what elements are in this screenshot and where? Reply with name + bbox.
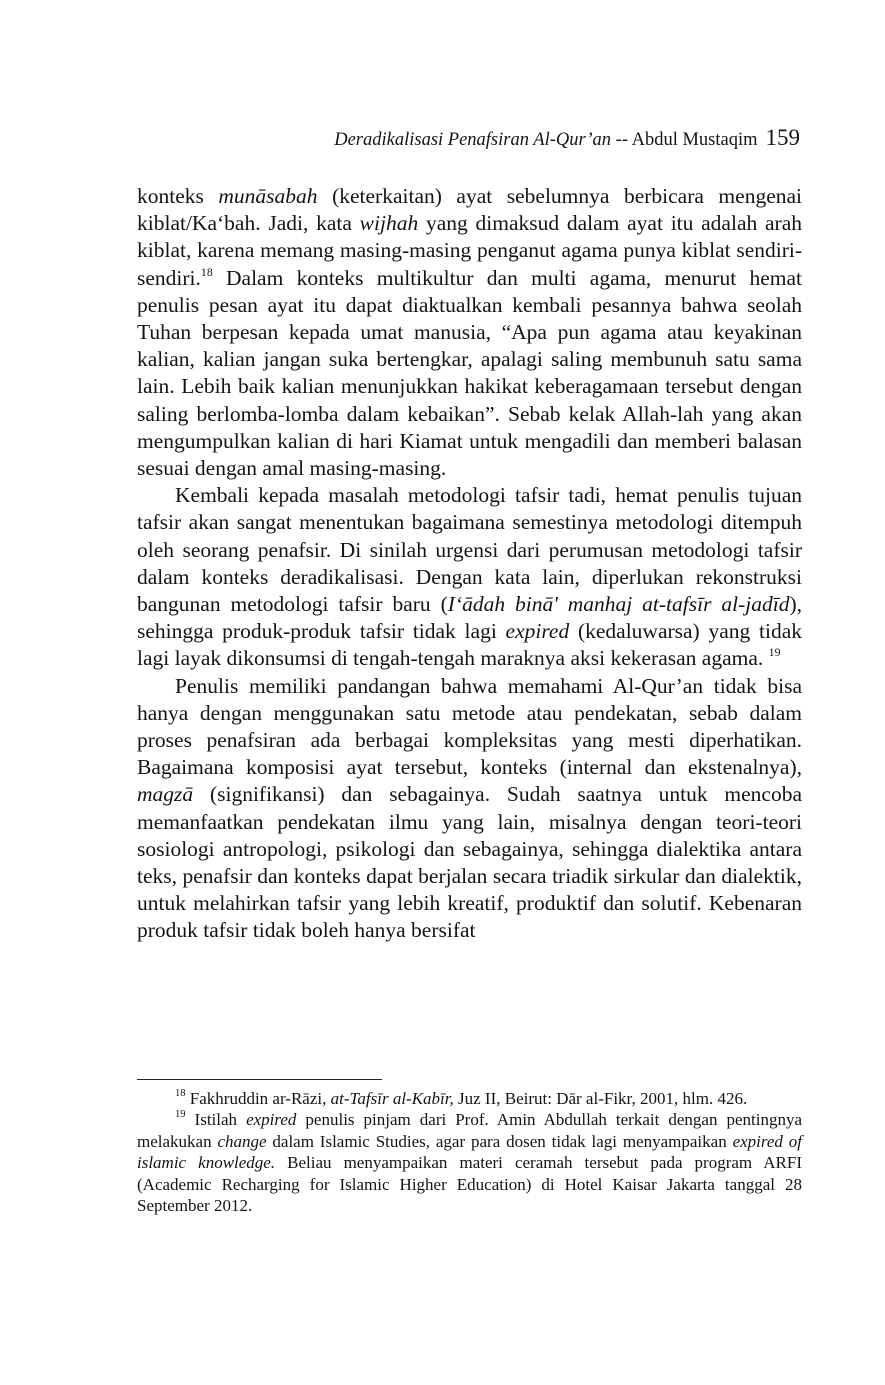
body-text [137, 183, 802, 945]
header-title: Deradikalisasi Penafsiran Al-Qur’an [334, 130, 612, 150]
footnote-ref-19[interactable]: 19 [768, 645, 781, 660]
footnote-18 [137, 1088, 802, 1109]
text-run: Dalam konteks multikultur dan multi agama, menurut hemat penulis pesan ayat itu dapat diaktualkan kembali pesannya bahwa seolah Tuhan berpesan kepada umat manusia, “Apa pun agama atau keyakinan kalian, kalian jangan suka bertengkar, apalagi saling membunuh satu sama lain. Lebih baik kalian menunjukkan hakikat keberagamaan tersebut dengan saling berlomba-lomba dalam kebaikan”. Sebab kelak Allah-lah yang akan mengumpulkan kalian di hari Kiamat untuk mengadili dan memberi balasan sesuai dengan amal masing-masing. [137, 265, 802, 481]
text-run: Kembali kepada masalah metodologi tafsir tadi, hemat penulis tujuan tafsir akan sangat menentukan bagaimana semestinya metodologi ditempuh oleh seorang penafsir. Di sinilah urgensi dari perumusan metodologi tafsir dalam konteks deradikalisasi. Dengan kata lain, diperlukan rekonstruksi bangunan metodologi tafsir baru ( [137, 483, 802, 617]
text-run: yang dimaksud dalam ayat itu adalah arah kiblat, karena memang masing-masing penganut agama punya kiblat sendiri-sendiri. [137, 211, 802, 290]
footnotes [137, 1088, 802, 1216]
text-run: Juz II, Beirut: Dār al-Fikr, 2001, hlm. 426. [453, 1089, 748, 1108]
text-run: (keterkaitan) ayat sebelumnya berbicara mengenai kiblat/Ka‘bah. Jadi, kata [137, 184, 802, 236]
italic-term: munāsabah [218, 184, 318, 208]
text-run: dalam Islamic Studies, agar para dosen tidak lagi menyampaikan [266, 1131, 733, 1151]
italic-term: expired [505, 619, 570, 644]
italic-term: expired [246, 1110, 297, 1130]
header-separator: -- [611, 130, 632, 150]
paragraph-3 [137, 673, 802, 945]
running-header [250, 124, 800, 154]
paragraph-2 [137, 482, 802, 672]
footnote-19 [137, 1109, 802, 1216]
page-number: 159 [765, 125, 800, 150]
italic-term: I‘ādah binā' manhaj at-tafsīr al-jadīd [447, 592, 790, 617]
text-run: (signifikansi) dan sebagainya. Sudah saatnya untuk mencoba memanfaatkan pendekatan ilmu yang lain, misalnya dengan teori-teori sosiologi antropologi, psikologi dan sebagainya, sehingga dialektika antara teks, penafsir dan konteks dapat berjalan secara triadik sirkular dan dialektik, untuk melahirkan tafsir yang lebih kreatif, produktif dan solutif. Kebenaran produk tafsir tidak boleh hanya bersifat [137, 782, 802, 943]
footnote-divider [137, 1079, 382, 1080]
footnote-number: 19 [175, 1109, 186, 1121]
italic-term: magzā [137, 782, 194, 807]
text-run: Penulis memiliki pandangan bahwa memahami Al-Qur’an tidak bisa hanya dengan menggunakan satu metode atau pendekatan, sebab dalam proses penafsiran ada berbagai kompleksitas yang mesti diperhatikan. Bagaimana komposisi ayat tersebut, konteks (internal dan ekstenalnya), [137, 673, 802, 780]
text-run: penulis pinjam dari Prof. Amin Abdullah terkait dengan pentingnya melakukan [137, 1110, 802, 1151]
text-run: Istilah [185, 1110, 247, 1130]
paragraph-1 [137, 183, 802, 482]
text-run: ), sehingga produk-produk tafsir tidak lagi [137, 592, 802, 644]
footnote-ref-18[interactable]: 18 [200, 264, 213, 279]
italic-term: change [217, 1131, 267, 1151]
italic-term: at-Tafsīr al-Kabīr, [330, 1089, 454, 1108]
text-run: (kedaluwarsa) yang tidak lagi layak dikonsumsi di tengah-tengah maraknya aksi kekerasan agama. [137, 619, 802, 671]
header-author: Abdul Mustaqim [631, 130, 758, 150]
italic-term: expired of islamic knowledge. [137, 1131, 802, 1173]
text-run: Beliau menyampaikan materi ceramah tersebut pada program ARFI (Academic Recharging for Islamic Higher Education) di Hotel Kaisar Jakarta tanggal 28 September 2012. [137, 1153, 802, 1216]
text-run: Fakhruddin ar-Rāzi, [185, 1089, 331, 1108]
italic-term: wijhah [359, 211, 419, 236]
footnote-number: 18 [175, 1088, 186, 1100]
text-run: konteks [137, 184, 219, 208]
